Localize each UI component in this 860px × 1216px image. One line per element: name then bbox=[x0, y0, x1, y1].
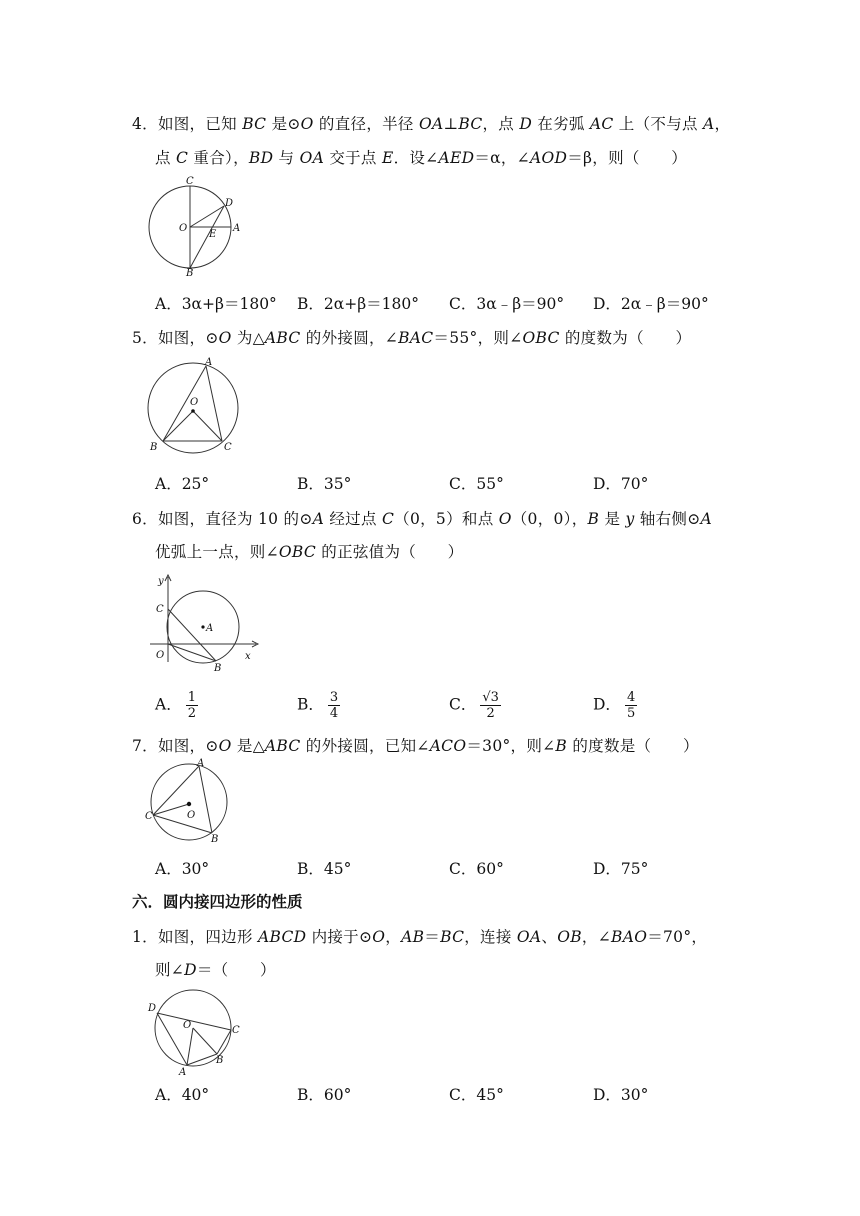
q7-label-b: B bbox=[211, 834, 219, 845]
q4-label-d: D bbox=[225, 198, 234, 209]
q5-option-a[interactable]: A．25° bbox=[155, 475, 210, 493]
q4-label-o: O bbox=[179, 223, 188, 234]
q7-side-cb bbox=[153, 815, 212, 833]
q7-label-c: C bbox=[145, 811, 153, 822]
q6-stem-line2: 优弧上一点，则∠OBC 的正弦值为（ ） bbox=[155, 543, 464, 561]
q4-label-e: E bbox=[209, 229, 217, 240]
q4-figure bbox=[140, 176, 250, 279]
q5-label-a: A bbox=[205, 357, 213, 368]
s6q1-stem-line2: 则∠D＝（ ） bbox=[155, 961, 276, 979]
q7-option-d[interactable]: D．75° bbox=[593, 860, 649, 878]
s6q1-label-o: O bbox=[183, 1020, 192, 1031]
s6q1-stem-line1: 1．如图，四边形 ABCD 内接于⊙O，AB＝BC，连接 OA、OB，∠BAO＝70°， bbox=[132, 928, 708, 946]
s6q1-side-dc bbox=[157, 1013, 231, 1030]
q4-option-d[interactable]: D．2α﹣β＝90° bbox=[593, 295, 709, 313]
s6q1-segment-oa bbox=[187, 1028, 193, 1065]
q5-label-c: C bbox=[224, 442, 232, 453]
q4-option-c[interactable]: C．3α﹣β＝90° bbox=[449, 295, 565, 313]
q5-option-d[interactable]: D．70° bbox=[593, 475, 649, 493]
q7-figure bbox=[143, 760, 243, 845]
q6-label-o: O bbox=[156, 650, 165, 661]
q6-center-dot bbox=[201, 625, 204, 628]
q6-label-x: x bbox=[245, 651, 251, 662]
s6q1-option-b[interactable]: B．60° bbox=[297, 1086, 352, 1104]
q4-option-b[interactable]: B．2α+β＝180° bbox=[297, 295, 420, 313]
s6q1-label-c: C bbox=[232, 1025, 240, 1036]
s6q1-option-d[interactable]: D．30° bbox=[593, 1086, 649, 1104]
q6-label-a: A bbox=[206, 623, 214, 634]
q4-segment-od bbox=[190, 206, 224, 227]
section-heading: 六．圆内接四边形的性质 bbox=[132, 893, 303, 911]
q5-label-b: B bbox=[150, 442, 158, 453]
q5-figure bbox=[145, 358, 245, 458]
q5-stem: 5．如图，⊙O 为△ABC 的外接圆，∠BAC＝55°，则∠OBC 的度数为（ ） bbox=[132, 329, 692, 347]
q6-option-a[interactable]: A． $\frac{1}{2}$ bbox=[155, 690, 196, 721]
q5-side-ab bbox=[163, 366, 206, 441]
s6q1-label-b: B bbox=[216, 1055, 224, 1066]
q7-option-b[interactable]: B．45° bbox=[297, 860, 352, 878]
q6-segment-cb bbox=[168, 609, 216, 661]
s6q1-option-a[interactable]: A．40° bbox=[155, 1086, 210, 1104]
q4-label-c: C bbox=[186, 176, 194, 187]
q7-option-c[interactable]: C．60° bbox=[449, 860, 504, 878]
q6-label-y: y bbox=[158, 576, 164, 587]
q5-side-ac bbox=[206, 366, 222, 441]
q5-circle bbox=[148, 363, 238, 453]
s6q1-figure bbox=[145, 986, 245, 1076]
q4-stem-line1: 4．如图，已知 BC 是⊙O 的直径，半径 OA⊥BC，点 D 在劣弧 AC 上（不与点 A， bbox=[132, 115, 731, 133]
q5-option-b[interactable]: B．35° bbox=[297, 475, 352, 493]
s6q1-label-d: D bbox=[148, 1003, 157, 1014]
q6-option-c[interactable]: C． $\frac{√3}{2}$ bbox=[449, 690, 499, 721]
s6q1-option-c[interactable]: C．45° bbox=[449, 1086, 504, 1104]
q7-side-ab bbox=[199, 766, 212, 833]
q6-label-b: B bbox=[214, 663, 222, 674]
q7-label-o: O bbox=[187, 810, 196, 821]
q7-option-a[interactable]: A．30° bbox=[155, 860, 210, 878]
q7-center-dot bbox=[187, 802, 191, 806]
q4-label-a: A bbox=[233, 223, 241, 234]
q6-option-d[interactable]: D． $\frac{4}{5}$ bbox=[593, 690, 636, 721]
q5-center-dot bbox=[191, 409, 195, 413]
q4-label-b: B bbox=[186, 268, 194, 279]
s6q1-side-ab bbox=[187, 1054, 217, 1065]
q6-stem-line1: 6．如图，直径为 10 的⊙A 经过点 C（0，5）和点 O（0，0），B 是 y 轴右侧⊙A bbox=[132, 510, 712, 528]
q4-segment-bd bbox=[190, 206, 224, 268]
q5-segment-oc bbox=[193, 411, 222, 441]
q7-stem: 7．如图，⊙O 是△ABC 的外接圆，已知∠ACO＝30°，则∠B 的度数是（ ） bbox=[132, 737, 699, 755]
s6q1-label-a: A bbox=[179, 1067, 187, 1078]
q5-option-c[interactable]: C．55° bbox=[449, 475, 504, 493]
q5-label-o: O bbox=[190, 397, 199, 408]
q4-stem-line2: 点 C 重合），BD 与 OA 交于点 E．设∠AED＝α，∠AOD＝β，则（ ） bbox=[155, 149, 688, 167]
q6-option-b[interactable]: B． $\frac{3}{4}$ bbox=[297, 690, 339, 721]
q7-label-a: A bbox=[197, 758, 205, 769]
q6-label-c: C bbox=[156, 604, 164, 615]
q4-option-a[interactable]: A．3α+β＝180° bbox=[155, 295, 277, 313]
q6-figure bbox=[148, 572, 263, 672]
s6q1-segment-ob bbox=[193, 1028, 217, 1054]
